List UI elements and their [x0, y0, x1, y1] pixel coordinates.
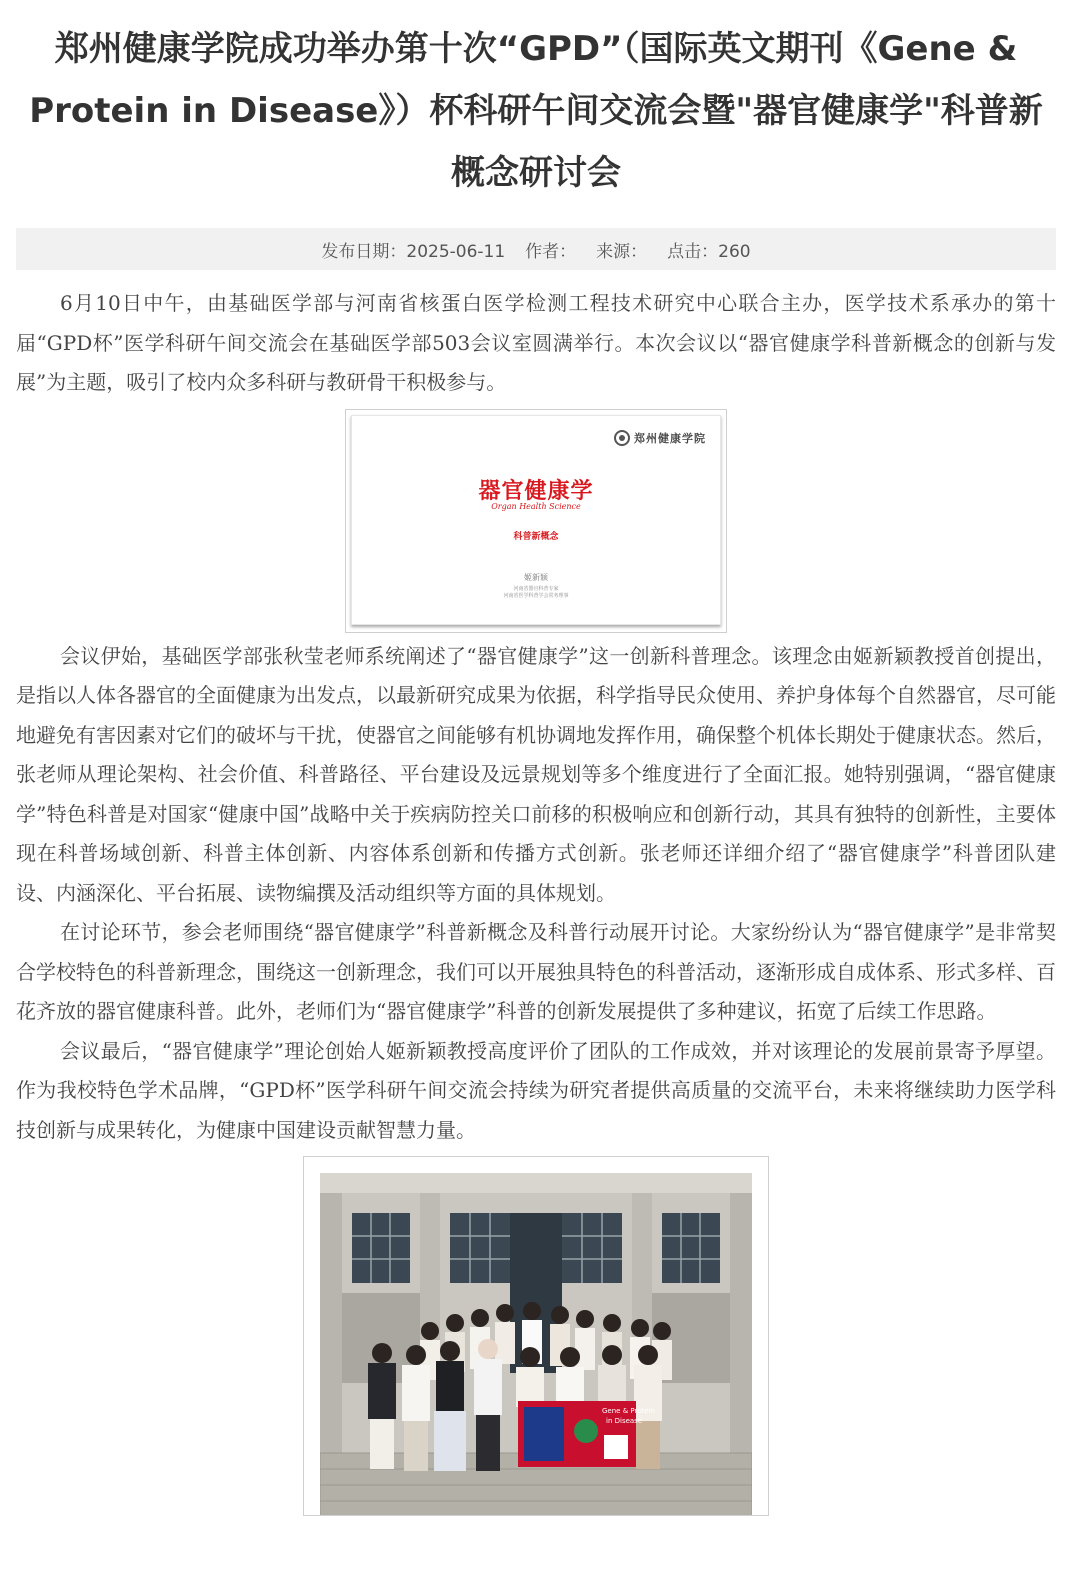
pillar-right: [730, 1193, 752, 1493]
banner-text-2: in Disease: [606, 1417, 643, 1425]
slide-heading: 器官健康学: [478, 478, 594, 504]
click-count: 点击：260: [667, 241, 751, 262]
group-photo-frame: [303, 1156, 769, 1516]
slide-image: [351, 415, 721, 625]
author-label: 作者：: [525, 241, 577, 262]
building-roof: [320, 1173, 752, 1193]
paragraph-opening: 会议伊始，基础医学部张秋莹老师系统阐述了“器官健康学”这一创新科普理念。该理念由姬新颖教授首创提出，是指以人体各器官的全面健康为出发点，以最新研究成果为依据，科学指导民众使用、养护身体每个自然器官，尽可能地避免有害因素对它们的破坏与干扰，使器官之间能够有机协调地发挥作用，确保整个机体长期处于健康状态。然后，张老师从理论架构、社会价值、科普路径、平台建设及远景规划等多个维度进行了全面汇报。她特别强调，“器官健康学”特色科普是对国家“健康中国”战略中关于疾病防控关口前移的积极响应和创新行动，其具有独特的创新性，主要体现在科普场域创新、科普主体创新、内容体系创新和传播方式创新。张老师还详细介绍了“器官健康学”科普团队建设、内涵深化、平台拓展、读物编撰及活动组织等方面的具体规划。: [16, 643, 1056, 905]
paragraph-closing: 会议最后，“器官健康学”理论创始人姬新颖教授高度评价了团队的工作成效，并对该理论的发展前景寄予厚望。作为我校特色学术品牌，“GPD杯”医学科研午间交流会持续为研究者提供高质量的交流平台，未来将继续助力医学科技创新与成果转化，为健康中国建设贡献智慧力量。: [16, 1038, 1056, 1142]
paragraph-intro: 6月10日中午，由基础医学部与河南省核蛋白医学检测工程技术研究中心联合主办，医学技术系承办的第十届“GPD杯”医学科研午间交流会在基础医学部503会议室圆满举行。本次会议以“器官健康学科普新概念的创新与发展”为主题，吸引了校内众多科研与教研骨干积极参与。: [16, 291, 1056, 394]
article-content: [16, 284, 1056, 1516]
source-label: 来源：: [596, 241, 648, 262]
slide-author: 姬新颖: [524, 572, 548, 582]
university-emblem-icon: [614, 430, 630, 446]
slide-image-frame: [345, 409, 727, 633]
figure-slide: [16, 403, 1056, 637]
article-title: 郑州健康学院成功举办第十次“GPD”（国际英文期刊《Gene & Protein in Disease》）杯科研午间交流会暨"器官健康学"科普新概念研讨会: [29, 29, 1043, 193]
slide-logo: [614, 430, 706, 446]
slide-affiliation: [352, 586, 720, 600]
banner-text-1: Gene & Protein: [602, 1407, 655, 1415]
paragraph-discussion: 在讨论环节，参会老师围绕“器官健康学”科普新概念及科普行动展开讨论。大家纷纷认为“器官健康学”是非常契合学校特色的科普新理念，围绕这一创新理念，我们可以开展独具特色的科普活动，逐渐形成自成体系、形式多样、百花齐放的器官健康科普。此外，老师们为“器官健康学”科普的创新发展提供了多种建议，拓宽了后续工作思路。: [16, 920, 1056, 1023]
banner-cover-image: [524, 1407, 564, 1461]
publish-date: 发布日期：2025-06-11: [321, 241, 506, 262]
article: [16, 0, 1056, 1516]
slide-affiliation-line-1: 河南省器官科普专家: [513, 585, 559, 592]
figure-group-photo: [16, 1150, 1056, 1516]
group-photo: [320, 1173, 752, 1516]
slide-affiliation-line-2: 河南省医学科普学会常务理事: [503, 592, 569, 599]
pillar-left: [320, 1193, 342, 1493]
banner-globe-icon: [574, 1419, 598, 1443]
slide-logo-text: 郑州健康学院: [634, 431, 706, 445]
slide-subtitle: Organ Health Science: [491, 501, 581, 511]
article-meta-bar: [16, 228, 1056, 270]
slide-tag: 科普新概念: [513, 531, 559, 542]
banner-qr-code-icon: [604, 1435, 628, 1459]
